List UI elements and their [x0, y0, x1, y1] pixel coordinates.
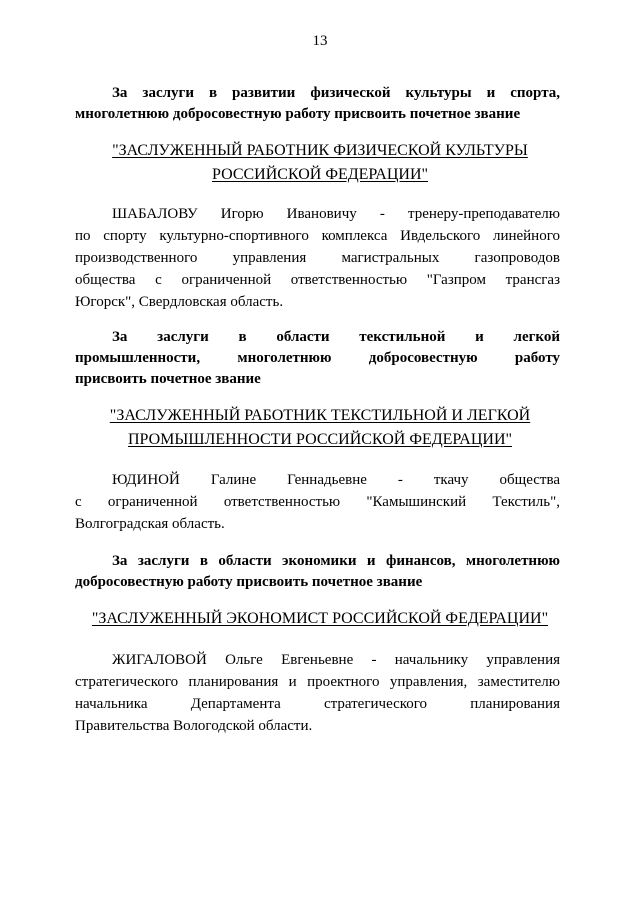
heading-line: За заслуги в развитии физической культуры и спорта,	[112, 85, 560, 101]
body-line: Правительства Вологодской области.	[75, 718, 313, 734]
award-title-sports	[0, 139, 640, 187]
body-line: общества с ограниченной ответственностью "Газпром трансгаз	[75, 272, 560, 288]
awardee-paragraph-zhigalova	[75, 649, 560, 737]
body-line: начальника Департамента стратегического планирования	[75, 696, 560, 712]
body-line: Волгоградская область.	[75, 516, 225, 532]
award-heading-sports	[75, 83, 560, 125]
award-title-economy	[0, 607, 640, 631]
heading-line: многолетнюю добросовестную работу присвоить почетное звание	[75, 106, 521, 122]
heading-line: добросовестную работу присвоить почетное звание	[75, 574, 423, 590]
body-line: ШАБАЛОВУ Игорю Ивановичу - тренеру-преподавателю	[112, 206, 560, 222]
heading-line: промышленности, многолетнюю добросовестную работу	[75, 350, 560, 366]
awardee-paragraph-yudina	[75, 469, 560, 535]
title-line: ПРОМЫШЛЕННОСТИ РОССИЙСКОЙ ФЕДЕРАЦИИ"	[127, 431, 513, 448]
body-line: ЖИГАЛОВОЙ Ольге Евгеньевне - начальнику управления	[112, 652, 560, 668]
body-line: по спорту культурно-спортивного комплекса Ивдельского линейного	[75, 228, 560, 244]
body-line: производственного управления магистральных газопроводов	[75, 250, 560, 266]
body-line: Югорск", Свердловская область.	[75, 294, 284, 310]
awardee-paragraph-shabalov	[75, 203, 560, 313]
award-heading-textile	[75, 327, 560, 390]
heading-line: присвоить почетное звание	[75, 371, 261, 387]
award-title-textile	[0, 404, 640, 452]
body-line: с ограниченной ответственностью "Камышинский Текстиль",	[75, 494, 560, 510]
body-line: ЮДИНОЙ Галине Геннадьевне - ткачу общества	[112, 472, 560, 488]
body-line: стратегического планирования и проектного управления, заместителю	[75, 674, 560, 690]
heading-line: За заслуги в области текстильной и легкой	[112, 329, 560, 345]
heading-line: За заслуги в области экономики и финансов, многолетнюю	[112, 553, 560, 569]
title-line: "ЗАСЛУЖЕННЫЙ ЭКОНОМИСТ РОССИЙСКОЙ ФЕДЕРАЦИИ"	[91, 610, 549, 627]
title-line: РОССИЙСКОЙ ФЕДЕРАЦИИ"	[211, 166, 429, 183]
award-heading-economy	[75, 551, 560, 593]
title-line: "ЗАСЛУЖЕННЫЙ РАБОТНИК ФИЗИЧЕСКОЙ КУЛЬТУРЫ	[112, 142, 528, 159]
page-number: 13	[312, 33, 328, 49]
title-line: "ЗАСЛУЖЕННЫЙ РАБОТНИК ТЕКСТИЛЬНОЙ И ЛЕГКОЙ	[109, 407, 531, 424]
